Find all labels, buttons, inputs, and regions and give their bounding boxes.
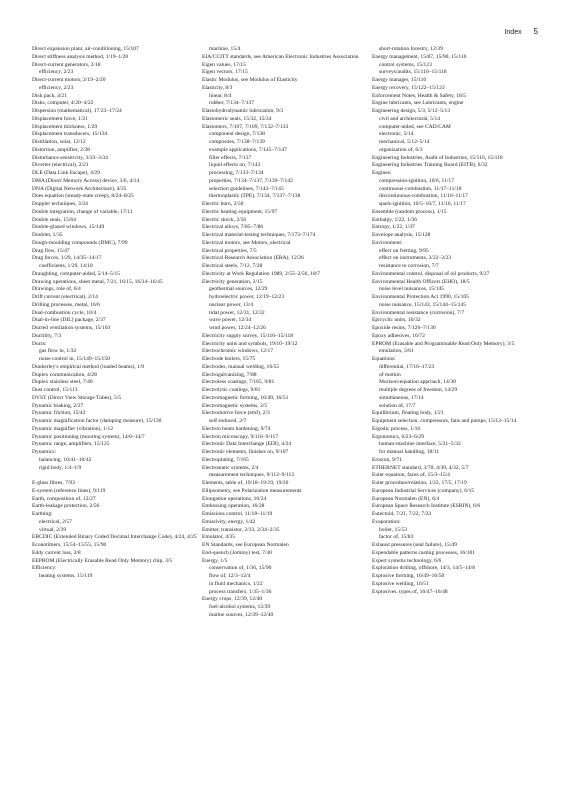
index-entry: Drift current (electrical), 2/14 [32, 294, 98, 300]
index-subentry: tidal power, 12/31, 12/32 [209, 309, 265, 316]
index-entry: Euler procedure/relation, 1/23, 17/5, 17/19 [372, 480, 467, 486]
index-entry: Electrostatic systems, 2/4 [202, 464, 259, 471]
index-entry: Electrical steels, 7/12, 7/28 [202, 263, 263, 269]
index-entry: Earthing: [32, 511, 53, 517]
index-entry: Energy manager, 15/116 [372, 77, 427, 83]
index-subentry: differential, 17/16–17/23 [379, 363, 435, 370]
index-subentry: efficiency, 2/23 [39, 69, 74, 76]
index-entry: Electromotive force (emf), 2/3 [202, 410, 270, 417]
index-subentry: mechanical, 5/12–5/14 [379, 139, 430, 145]
index-entry: Electrical Research Association (ERA), 12/26 [202, 255, 304, 262]
index-entry: Energy crops, 12/39, 12/40 [202, 596, 263, 603]
index-entry: Dough-moulding compounds (DMC), 7/99 [32, 239, 128, 246]
index-subentry: nuclear power, 13/4 [209, 301, 253, 308]
index-entry: Dual-in-line (DIL) package, 2/37 [32, 317, 106, 324]
index-subentry: processing, 7/133–7/134 [209, 170, 264, 176]
index-entry: Environmental resistance (corrosion), 7/7 [372, 309, 465, 316]
index-entry: Ergodic process, 1/16 [372, 425, 421, 432]
index-subentry: emulation, 3/61 [379, 348, 414, 355]
index-entry: Electricity at Work Regulation 1989, 2/55–2/56, 18/7 [202, 270, 321, 277]
index-entry: Eddy current loss, 2/8 [32, 549, 81, 556]
index-subentry: for manual handling, 18/11 [379, 449, 440, 455]
index-entry: Enforcement Notes, Health & Safety, 18/5 [372, 92, 467, 99]
index-entry: Ducts: [32, 340, 47, 347]
index-subentry: thermoplastic (TPE), 7/134, 7/137–7/138 [209, 193, 301, 200]
index-subentry: hydroelectric power, 12/19–12/23 [209, 294, 285, 300]
index-entry: Equilibrium, floating body, 1/21 [372, 410, 444, 417]
index-entry: Drag flow, 15/47 [32, 247, 70, 254]
index-entry: DMA (Direct Memory Access) device, 3/6, 4/14 [32, 177, 140, 184]
index-entry: Double integration, change of variable, 17/11 [32, 208, 133, 215]
index-entry: Explosives, types of, 16/47–16/48 [372, 588, 448, 595]
index-entry: Electrical alloys, 7/85–7/86 [202, 224, 264, 231]
index-entry: Electroplating, 7/165 [202, 456, 249, 463]
index-entry: Explosive welding, 16/51 [372, 580, 429, 587]
index-entry: Engines: [372, 170, 392, 176]
index-entry: Dunkerley's empirical method (loaded beams), 1/9 [32, 363, 145, 370]
index-entry: Eigen values, 17/15 [202, 61, 246, 68]
index-entry: Dynamic braking, 2/27 [32, 402, 84, 409]
index-entry: E-glass fibres, 7/93 [32, 480, 75, 486]
index-subentry: control systems, 15/123 [379, 61, 432, 68]
index-subentry: simultaneous, 17/14 [379, 394, 424, 401]
index-entry: Epoxide resins, 7/126–7/130 [372, 325, 436, 331]
index-subentry: computer-aided, see CAD/CAM [379, 123, 451, 130]
index-entry: Exhaust pressures (seal failure), 15/49 [372, 542, 457, 548]
index-subentry: noise control in, 15/149–15/150 [39, 356, 110, 362]
index-subentry: electrical, 2/57 [39, 518, 72, 525]
index-entry: Dynamic positioning (mooring system), 14/6–14/7 [32, 433, 145, 440]
index-entry: Econotimers, 15/54–15/55, 15/90 [32, 542, 107, 548]
index-entry: Elastic Modulus, see Modulus of Elasticity [202, 77, 298, 83]
index-subentry: organization of, 6/3 [379, 146, 423, 153]
index-entry: Electrical material-testing techniques, 7/173–7/174 [202, 232, 316, 238]
index-subentry: composites, 7/138–7/139 [209, 139, 265, 145]
index-entry: Dual-combustion cycle, 10/4 [32, 309, 97, 316]
index-entry: Electricity supply survey, 15/116–15/118 [202, 332, 294, 339]
index-entry: Equations: [372, 356, 396, 362]
index-entry: EPROM (Erasable and Programmable Read Only Memory), 3/5 [372, 340, 515, 347]
index-entry: Disturbance sensitivity, 3/33–3/34 [32, 154, 108, 161]
index-entry: Elongation operations, 16/24 [202, 495, 267, 502]
index-subentry: virtual, 2/39 [39, 526, 67, 533]
index-subentry: rubber, 7/134–7/137 [209, 100, 255, 107]
index-entry: Epicyclic units, 10/32 [372, 317, 421, 324]
index-entry: Energy recovery, 15/122–15/123 [372, 84, 445, 91]
index-entry: Direct-current generators, 2/18 [32, 61, 101, 68]
index-subentry: noise nuisance, 15/143, 15/144–15/145 [379, 301, 467, 308]
index-entry: Efficiency: [32, 565, 57, 572]
index-subentry: machine, 15/4 [209, 46, 241, 52]
index-entry: Distillation, solar, 12/12 [32, 139, 86, 145]
index-entry: Emissivity, energy, 1/42 [202, 518, 256, 525]
index-entry: Equipment selection, compressors, fans and pumps, 15/13–15/14 [372, 418, 517, 424]
index-entry: Electrochromic windows, 12/17 [202, 348, 274, 355]
index-entry: Euler equation, faces of, 15/3–15/4 [372, 472, 450, 479]
index-entry: Ergonomics, 6/23–6/29 [372, 433, 424, 440]
index-entry: Electrodes, manual welding, 16/55 [202, 363, 280, 370]
index-entry: Erosion, 9/71 [372, 456, 402, 463]
index-subentry: compression-ignition, 10/6, 11/17 [379, 177, 454, 184]
index-entry: Elastomeric seals, 15/32, 15/34 [202, 115, 272, 122]
index-subentry: component design, 7/138 [209, 131, 265, 138]
index-entry: ETHERNET standard, 3/70, 4/30, 4/32, 5/7 [372, 464, 469, 471]
index-entry: Displacement force, 1/21 [32, 115, 88, 122]
index-subentry: liquid effects on, 7/143 [209, 162, 261, 169]
index-column-2 [202, 46, 368, 620]
index-subentry: coefficients, 1/29, 14/18 [39, 263, 93, 269]
index-entry: Electricity units and symbols, 19/10–19/12 [202, 340, 298, 347]
index-entry: Earth-leakage protection, 2/56 [32, 503, 100, 510]
index-subentry: human-machine interface, 5/31–5/32 [379, 441, 461, 448]
index-entry: Direct stiffness analysis method, 1/19–1/20 [32, 53, 129, 60]
index-entry: Envelope analysis, 15/128 [372, 232, 431, 238]
index-entry: Electronic Data Interchange (EDI), 4/24 [202, 441, 292, 448]
index-subentry: example applications, 7/145–7/147 [209, 146, 287, 153]
index-entry: Diverter (electrical), 2/21 [32, 162, 89, 169]
index-entry: DVST (Direct View Storage Tubes), 5/5 [32, 394, 122, 401]
index-entry: Electroless coatings, 7/165, 9/81 [202, 379, 275, 386]
index-entry: Drawing operations, sheet metal, 7/21, 16/15, 16/34–16/45 [32, 278, 163, 285]
index-entry: Ducted ventilation systems, 15/103 [32, 325, 111, 331]
index-entry: EIA/CCITT standards, see American Electronic Industries Association [202, 53, 359, 60]
index-subentry: civil and architectural, 5/14 [379, 115, 440, 122]
index-entry: Dust control, 15/113 [32, 387, 78, 393]
index-entry: Electric heating equipment, 15/97 [202, 208, 278, 215]
index-subentry: linear, 8/4 [209, 92, 232, 99]
index-subentry: discontinuous-combustion, 11/16–11/17 [379, 193, 468, 200]
index-subentry: measurement techniques, 9/112–9/113 [209, 472, 295, 479]
index-entry: Electrical properties, 7/5 [202, 247, 257, 254]
index-column-1 [32, 46, 198, 581]
index-entry: Electron microscopy, 9/116–9/117 [202, 433, 279, 440]
index-subentry: balancing, 10/41–10/42 [39, 456, 92, 463]
index-subentry: geothermal sources, 12/29 [209, 286, 268, 293]
index-entry: Electron beam hardening, 9/74 [202, 425, 271, 432]
index-entry: Disk pack, 4/21 [32, 92, 67, 99]
index-entry: Embossing operation, 16/28 [202, 503, 265, 510]
index-entry: Electromagnetic systems, 2/5 [202, 402, 268, 409]
index-subentry: factor of, 15/83 [379, 534, 414, 541]
index-entry: European Industrial Services (company), 6/15 [372, 487, 475, 494]
index-entry: Electricity generation, 2/15 [202, 278, 263, 285]
index-entry: Electrogalvanizing, 7/88 [202, 371, 257, 378]
index-entry: Double seals, 15/64 [32, 216, 76, 223]
index-entry: Elastohydrodynamic lubrication, 9/3 [202, 108, 284, 114]
index-column-3 [372, 46, 538, 596]
index-entry: Energy management, 15/87, 15/90, 15/116 [372, 53, 467, 60]
index-entry: Drawings, role of, 6/4 [32, 286, 81, 293]
index-subentry: resistance to corrosion, 7/7 [379, 263, 439, 269]
index-entry: Displacement thickness, 1/29 [32, 123, 98, 130]
index-entry: EBCDIC (Extended Binary Coded Decimal Interchange Code), 4/24, 4/25 [32, 534, 197, 541]
index-entry: Engineering design, 5/3, 5/12–5/13 [372, 108, 451, 114]
index-entry: Ductility, 7/3 [32, 332, 62, 339]
index-entry: Ensemble (random process), 1/15 [372, 208, 447, 215]
index-entry: Doppler techniques, 3/34 [32, 201, 88, 207]
index-entry: Distortion, amplifier, 2/38 [32, 146, 91, 153]
index-entry: Eutectoid, 7/21, 7/22, 7/23 [372, 511, 432, 517]
index-entry: End-quench (Jominy) test, 7/30 [202, 549, 272, 556]
index-entry: EEPROM (Electrically Erasable Read Only Memory) chip, 3/5 [32, 557, 173, 564]
index-entry: Epoxy adhesives, 16/72 [372, 332, 425, 339]
index-entry: Engineering Industries, Audit of Industries, 15/116, 15/118 [372, 154, 503, 161]
index-subentry: effect on fretting, 9/95 [379, 247, 429, 254]
index-subentry: heating systems, 15/119 [39, 573, 93, 579]
index-entry: Electrolytic coatings, 9/81 [202, 387, 261, 393]
index-subentry: marine sources, 12/39–12/40 [209, 611, 274, 618]
index-entry: Dynamic range, amplifiers, 15/135 [32, 441, 110, 448]
index-subentry: efficiency, 2/23 [39, 84, 74, 91]
index-subentry: wind power, 12/24–12/26 [209, 325, 266, 331]
index-subentry: self-induced, 2/7 [209, 418, 247, 424]
index-entry: Direct expansion plant, air-conditioning, 15/107 [32, 46, 139, 52]
index-subentry: multiple degrees of freedom, 14/29 [379, 387, 458, 393]
index-entry: Draughting, computer-aided, 5/14–5/15 [32, 270, 121, 277]
index-entry: Enthalpy, 1/22, 1/36 [372, 216, 417, 223]
index-entry: Exploration drilling, offshore, 14/3, 14/5–14/8 [372, 565, 475, 572]
index-subentry: spark-ignition, 10/5–10/7, 11/16, 11/17 [379, 201, 466, 207]
index-subentry: process transfers, 1/35–1/36 [209, 588, 272, 595]
index-entry: Environmental Protection Act 1990, 15/105 [372, 294, 469, 300]
index-subentry: surveys/audits, 15/116–15/118 [379, 69, 447, 76]
page-number: 5 [533, 27, 538, 36]
index-entry: Dispersion (mathematical), 17/23–17/24 [32, 108, 122, 114]
index-entry: Displacement transducers, 15/134 [32, 131, 108, 138]
index-entry: Electronic elements, finishes on, 9/107 [202, 449, 289, 455]
index-subentry: effect on instruments, 3/22–3/23 [379, 255, 451, 262]
index-entry: Environmental Health Officers (EHO), 18/5 [372, 278, 470, 285]
index-entry: Double-glazed windows, 15/149 [32, 224, 105, 231]
index-subentry: flow of, 12/3–12/4 [209, 573, 251, 579]
index-subentry: wave power, 12/34 [209, 317, 252, 324]
index-entry: Engineering Industries Training Board (EITB), 6/32 [372, 162, 488, 169]
index-entry: Evaporation: [372, 518, 401, 525]
index-entry: Engine lubricants, see Lubricants, engine [372, 100, 464, 107]
index-entry: Emitter, transistor, 2/33, 2/34–2/35 [202, 526, 280, 533]
index-entry: Electromagnetic forming, 16/49, 16/51 [202, 394, 289, 401]
index-entry: Dynamic magnifier (vibration), 1/12 [32, 425, 114, 432]
index-subentry: fuel-alcohol systems, 12/39 [209, 604, 271, 610]
index-entry: Dynamic friction, 15/43 [32, 410, 86, 417]
index-subentry: rigid body, 1/4–1/9 [39, 464, 82, 471]
index-entry: Dynamic magnification factor (damping measure), 15/130 [32, 418, 162, 424]
index-subentry: of motion [379, 371, 401, 378]
index-entry: Expert systems technology, 6/6 [372, 557, 442, 564]
index-entry: Eigen vectors, 17/15 [202, 69, 248, 76]
index-entry: Drilling processes, metal, 16/6 [32, 301, 100, 308]
index-subentry: Morison-equation approach, 14/30 [379, 379, 456, 386]
index-entry: Electrical motors, see Motors, electrical [202, 239, 291, 246]
index-subentry: solution of, 17/7 [379, 402, 416, 409]
index-entry: Duplex communication, 4/28 [32, 371, 97, 378]
index-entry: Does equation (steady-state creep), 8/24–8/25 [32, 193, 134, 200]
header-section: Index [504, 29, 522, 36]
index-subentry: gas flow in, 1/32 [39, 348, 77, 355]
index-entry: European Space Research Institute (ESRIN), 6/6 [372, 503, 481, 510]
index-entry: Environment: [372, 239, 403, 246]
index-entry: Electric shock, 2/56 [202, 216, 247, 223]
index-entry: Elasticity, 8/3 [202, 84, 233, 91]
index-entry: Duplex stainless steel, 7/40 [32, 379, 93, 386]
index-entry: Doublet, 1/35 [32, 232, 63, 238]
index-subentry: selection guidelines, 7/143–7/145 [209, 185, 284, 192]
index-entry: Explosive forming, 16/49–16/50 [372, 573, 445, 579]
running-header [504, 27, 538, 36]
index-entry: European Normalen (EN), 6/4 [372, 495, 440, 502]
index-entry: Elements, table of, 19/18–19/19, 19/20 [202, 480, 289, 486]
index-entry: Ellipsometry, see Polarization measurements [202, 487, 302, 494]
index-entry: Direct-current motors, 2/19–2/20 [32, 77, 106, 83]
index-entry: DLE (Data Link Escape), 4/29 [32, 170, 100, 176]
index-entry: Dynamics: [32, 449, 57, 455]
index-entry: Emulator, 4/35 [202, 534, 236, 541]
index-subentry: in fluid mechanics, 1/22 [209, 580, 263, 587]
index-subentry: properties, 7/134–7/137, 7/139–7/143 [209, 177, 293, 184]
index-subentry: filler effects, 7/137 [209, 154, 252, 161]
index-entry: Energy, 1/5 [202, 557, 228, 564]
index-subentry: conservation of, 1/36, 15/90 [209, 565, 272, 572]
index-entry: Earth, composition of, 12/27 [32, 495, 96, 502]
index-entry: E-system (reference lines), 9/119 [32, 487, 106, 494]
index-entry: Entropy, 1/22, 1/37 [372, 224, 415, 231]
index-subentry: continuous-combustion, 11/17–11/18 [379, 185, 462, 192]
index-subentry: noise level nuisances, 15/145 [379, 286, 445, 293]
index-subentry: boiler, 15/53 [379, 526, 408, 533]
index-entry: Expendable patterns casting processes, 16/101 [372, 549, 476, 556]
index-entry: Electric burn, 2/56 [202, 201, 244, 207]
index-subentry: electronic, 5/14 [379, 131, 414, 138]
index-entry: EN Standards, see European Normalen [202, 542, 289, 548]
index-entry: Elastomers, 7/107, 7/109, 7/132–7/133 [202, 123, 289, 130]
index-subentry: short-rotation forestry, 12/39 [379, 46, 443, 52]
index-entry: Emissions control, 11/18–11/19 [202, 511, 273, 517]
index-entry: DNA (Digital Network Architecture), 4/35 [32, 185, 127, 192]
index-entry: Environmental control, disposal of oil products, 9/27 [372, 270, 490, 277]
index-entry: Electrode boilers, 15/75 [202, 356, 256, 362]
index-entry: Disks, computer, 4/20–4/22 [32, 100, 94, 107]
index-entry: Drag forces, 1/29, 14/35–14/17 [32, 255, 102, 262]
